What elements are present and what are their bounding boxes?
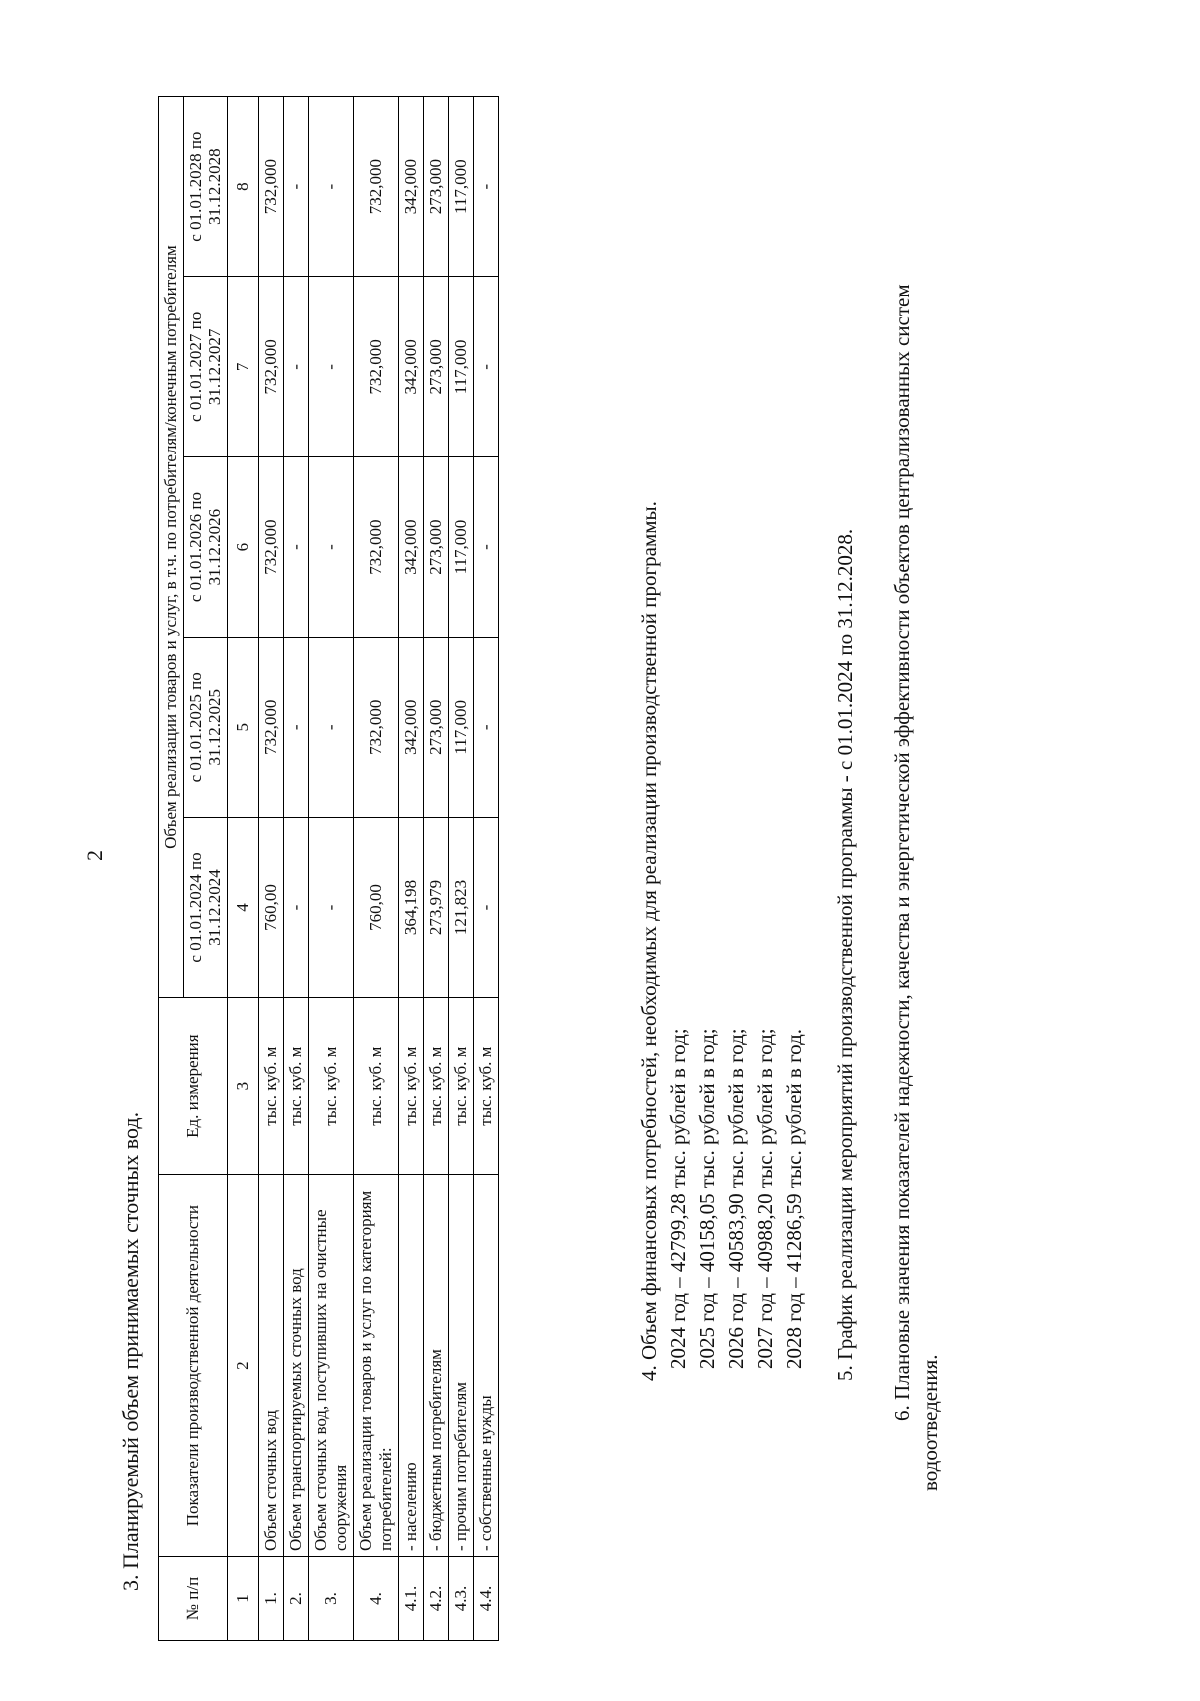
column-number: 6 [227,457,258,637]
row-value: 273,000 [423,637,448,817]
finance-line-2028: 2028 год – 41286,59 тыс. рублей в год. [782,1028,806,1369]
row-value: 117,000 [448,97,473,277]
row-value: 273,979 [423,817,448,997]
row-value: 732,000 [353,97,398,277]
header-period-2028: с 01.01.2028 по 31.12.2028 [183,97,227,277]
finance-line-2025: 2025 год – 40158,05 тыс. рублей в год; [695,1028,719,1369]
column-number: 2 [227,1175,258,1557]
row-indicator: Объем сточных вод [258,1175,283,1557]
row-value: 760,00 [353,817,398,997]
section-5: 5. График реализации мероприятий производственной программы - с 01.01.2024 по 31.12.2028. [833,528,857,1381]
row-value: 732,000 [353,457,398,637]
column-number: 5 [227,637,258,817]
header-period-2025: с 01.01.2025 по 31.12.2025 [183,637,227,817]
header-sales-volume: Объем реализации товаров и услуг, в т.ч. по потребителям/конечным потребителям [159,97,184,998]
header-num: № п/п [159,1557,228,1641]
row-value: 732,000 [353,277,398,457]
row-unit: тыс. куб. м [423,998,448,1175]
section-4-title: 4. Объем финансовых потребностей, необходимых для реализации производственной программы. [637,501,661,1381]
column-number: 4 [227,817,258,997]
row-value: 342,000 [398,277,423,457]
row-value: 117,000 [448,637,473,817]
row-value: 364,198 [398,817,423,997]
row-value: - [283,457,308,637]
finance-line-2026: 2026 год – 40583,90 тыс. рублей в год; [724,1028,748,1369]
row-number: 4.2. [423,1557,448,1641]
row-value: 732,000 [258,97,283,277]
row-value: 121,823 [448,817,473,997]
header-period-2024: с 01.01.2024 по 31.12.2024 [183,817,227,997]
row-unit: тыс. куб. м [448,998,473,1175]
row-value: - [308,277,353,457]
row-value: 342,000 [398,457,423,637]
row-indicator: Объем транспортируемых сточных вод [283,1175,308,1557]
finance-line-2027: 2027 год – 40988,20 тыс. рублей в год; [753,1028,777,1369]
row-value: 273,000 [423,277,448,457]
row-number: 2. [283,1557,308,1641]
row-value: - [283,277,308,457]
row-indicator: Объем реализации товаров и услуг по категориям потребителей: [353,1175,398,1557]
column-number: 8 [227,97,258,277]
row-value: - [473,637,498,817]
row-value: - [308,817,353,997]
table-row [308,97,353,1641]
row-unit: тыс. куб. м [353,998,398,1175]
row-value: 342,000 [398,97,423,277]
row-number: 4.3. [448,1557,473,1641]
row-value: 732,000 [353,637,398,817]
row-value: - [473,97,498,277]
row-number: 4. [353,1557,398,1641]
row-value: - [308,457,353,637]
column-number-row [227,97,258,1641]
row-value: 760,00 [258,817,283,997]
row-value: - [473,817,498,997]
section-6: 6. Плановые значения показателей надежности, качества и энергетической эффективности объектов централизованных систем водоотведения. [890,284,942,1491]
row-indicator: - бюджетным потребителям [423,1175,448,1557]
row-value: 117,000 [448,277,473,457]
row-value: 732,000 [258,277,283,457]
row-unit: тыс. куб. м [398,998,423,1175]
row-indicator: - собственные нужды [473,1175,498,1557]
section-4 [635,501,809,1381]
header-unit: Ед. измерения [159,998,228,1175]
row-indicator: Объем сточных вод, поступивших на очистные сооружения [308,1175,353,1557]
row-number: 4.1. [398,1557,423,1641]
row-number: 3. [308,1557,353,1641]
finance-line-2024: 2024 год – 42799,28 тыс. рублей в год; [666,1028,690,1369]
row-value: 117,000 [448,457,473,637]
header-period-2026: с 01.01.2026 по 31.12.2026 [183,457,227,637]
row-value: - [283,97,308,277]
row-value: - [283,637,308,817]
row-value: - [308,637,353,817]
column-number: 3 [227,998,258,1175]
row-value: 342,000 [398,637,423,817]
row-value: 732,000 [258,637,283,817]
table-row [423,97,448,1641]
column-number: 7 [227,277,258,457]
section-3-title: 3. Планируемый объем принимаемых сточных вод. [118,1111,143,1591]
row-number: 4.4. [473,1557,498,1641]
row-value: 732,000 [258,457,283,637]
row-unit: тыс. куб. м [308,998,353,1175]
header-indicator: Показатели производственной деятельности [159,1175,228,1557]
row-value: 273,000 [423,457,448,637]
row-indicator: - населению [398,1175,423,1557]
row-unit: тыс. куб. м [283,998,308,1175]
table-row [258,97,283,1641]
row-unit: тыс. куб. м [258,998,283,1175]
wastewater-volume-table [158,96,499,1641]
column-number: 1 [227,1557,258,1641]
header-period-2027: с 01.01.2027 по 31.12.2027 [183,277,227,457]
row-indicator: - прочим потребителям [448,1175,473,1557]
row-value: - [473,457,498,637]
row-unit: тыс. куб. м [473,998,498,1175]
table-row [283,97,308,1641]
row-value: 273,000 [423,97,448,277]
page-number: 2 [82,850,107,861]
row-number: 1. [258,1557,283,1641]
row-value: - [473,277,498,457]
row-value: - [308,97,353,277]
row-value: - [283,817,308,997]
table-row [398,97,423,1641]
table-row [448,97,473,1641]
table-row [473,97,498,1641]
table-row [353,97,398,1641]
